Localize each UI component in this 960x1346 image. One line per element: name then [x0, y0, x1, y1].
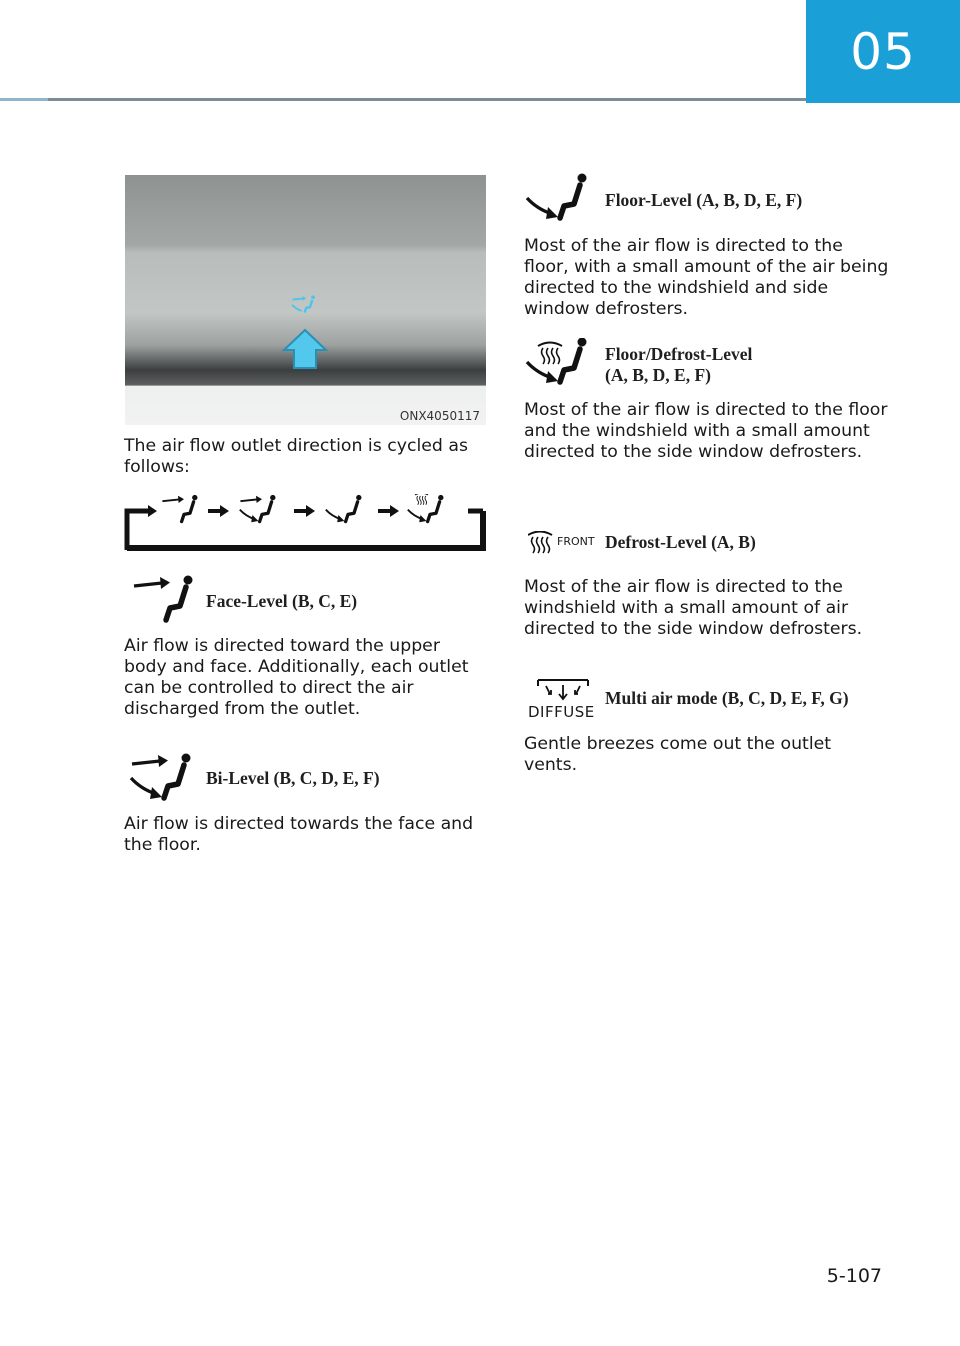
face-level-text: Air flow is directed toward the upper body and face. Additionally, each outlet can be controlled to direct the air discharged from the outlet.: [124, 636, 469, 719]
floor-level-icon: [524, 172, 596, 224]
floor-defrost-level-title-line2: (A, B, D, E, F): [605, 365, 711, 385]
multi-air-mode-text: Gentle breezes come out the outlet vents.: [524, 734, 832, 775]
multi-air-mode-title: Multi air mode (B, C, D, E, F, G): [605, 688, 849, 708]
climate-control-photo: [125, 175, 486, 425]
front-defrost-icon: [528, 531, 554, 555]
chapter-tab: 05: [806, 0, 960, 103]
defrost-level-title: Defrost-Level (A, B): [605, 532, 756, 552]
mode-cycle-diagram: [124, 494, 486, 552]
diffuse-label: DIFFUSE: [528, 703, 595, 721]
bi-level-icon: [128, 752, 200, 804]
floor-level-title: Floor-Level (A, B, D, E, F): [605, 190, 803, 210]
floor-defrost-level-text: Most of the air flow is directed to the floor and the windshield with a small amount directed to the side window defrosters.: [524, 400, 888, 462]
image-caption: ONX4050117: [399, 409, 480, 423]
intro-text: The air flow outlet direction is cycled as follows:: [124, 436, 468, 477]
header-rule: [0, 98, 806, 101]
defrost-level-text: Most of the air flow is directed to the windshield with a small amount of air directed to the side window defrosters.: [524, 577, 863, 639]
floor-defrost-level-icon: [524, 338, 598, 388]
floor-defrost-level-title-line1: Floor/Defrost-Level: [605, 344, 753, 364]
bi-level-title: Bi-Level (B, C, D, E, F): [206, 768, 380, 788]
mode-button-highlight: [125, 175, 486, 425]
bi-level-text: Air flow is directed towards the face and the floor.: [124, 814, 474, 855]
face-level-title: Face-Level (B, C, E): [206, 591, 358, 611]
diffuse-icon: [536, 676, 592, 704]
front-label: FRONT: [557, 535, 595, 548]
floor-level-text: Most of the air flow is directed to the floor, with a small amount of the air being directed to the windshield and side window defrosters.: [524, 236, 889, 319]
face-level-icon: [130, 574, 200, 626]
page-number: 5-107: [826, 1265, 882, 1287]
header-rule-accent: [0, 98, 48, 101]
